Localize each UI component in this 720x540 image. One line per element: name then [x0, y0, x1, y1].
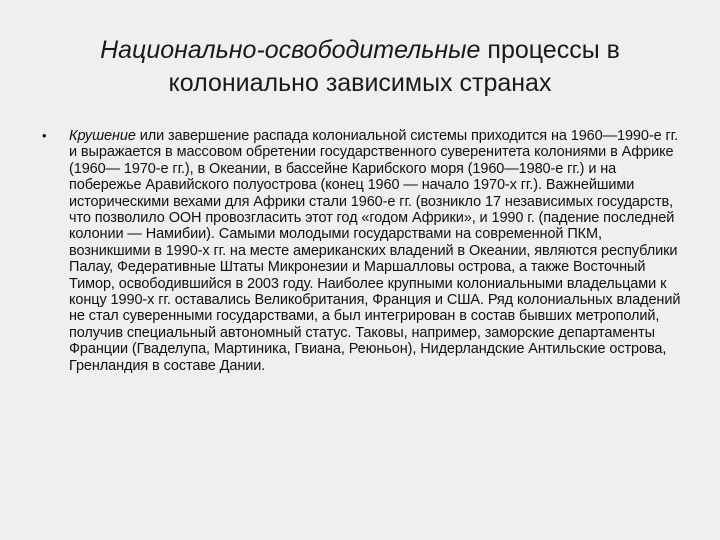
title-rest: процессы в колониально зависимых странах [168, 36, 620, 97]
paragraph-text: или завершение распада колониальной системы приходится на 1960—1990-е гг. и выражается в массовом обретении государственного суверенитета колониями в Африке (1960— 1970-е гг.), в Океании, в бассейне Карибского моря (1960—1980-е гг.) и на побережье Аравийского полуострова (конец 1960 — начало 1970-х гг.). Важнейшими историческими вехами для Африки стали 1960-е гг. (возникло 17 независимых государств, что позволило ООН провозгласить этот год «годом Африки», и 1990 г. (падение последней колонии — Намибии). Самыми молодыми государствами на современной ПКМ, возникшими в 1990-х гг. на месте американских владений в Океании, являются республики Палау, Федеративные Штаты Микронезии и Маршалловы острова, а также Восточный Тимор, освободившийся в 2003 году. Наиболее крупными колониальными владельцами к концу 1990-х гг. оставались Великобритания, Франция и США. Ряд колониальных владений не стал суверенными государствами, а был интегрирован в состав бывших метрополий, получив специальный автономный статус. Таковы, например, заморские департаменты Франции (Гваделупа, Мартиника, Гвиана, Реюньон), Нидерландские Антильские острова, Гренландия в составе Дании. [69, 128, 681, 374]
title-italic-part: Национально-освободительные [100, 36, 481, 64]
paragraph-italic-lead: Крушение [69, 128, 136, 144]
bullet-icon: • [42, 128, 47, 143]
slide-title [40, 34, 680, 100]
bullet-paragraph [69, 128, 684, 374]
